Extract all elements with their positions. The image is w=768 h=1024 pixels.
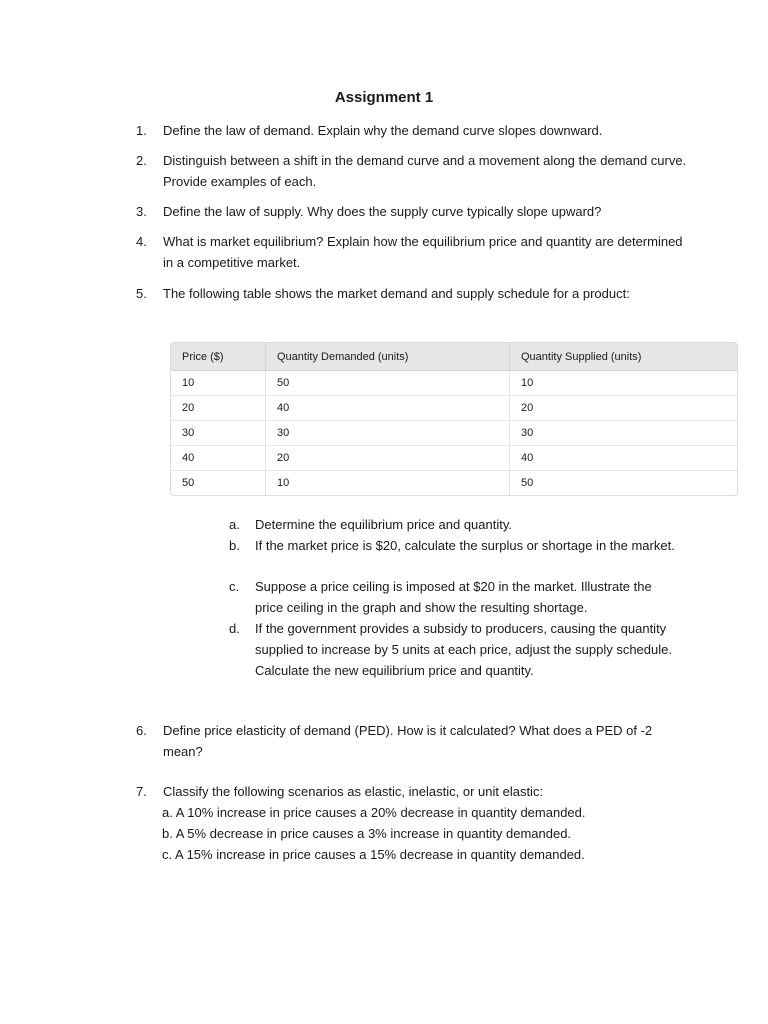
- q5-part-a: [229, 514, 679, 535]
- q7-part-a: a. A 10% increase in price causes a 20% decrease in quantity demanded.: [162, 805, 586, 820]
- question-text: The following table shows the market demand and supply schedule for a product:: [163, 286, 630, 301]
- table-cell: 50: [171, 471, 266, 496]
- table-cell: 10: [266, 471, 510, 496]
- page-title: Assignment 1: [334, 89, 434, 106]
- question-text: Classify the following scenarios as elastic, inelastic, or unit elastic:: [163, 784, 544, 799]
- question-number: 7.: [136, 784, 147, 799]
- column-header-quantity-demanded: Quantity Demanded (units): [266, 343, 510, 371]
- question-text: Define price elasticity of demand (PED). How is it calculated? What does a PED of -2 mean?: [163, 723, 653, 759]
- question-number: 4.: [136, 234, 147, 249]
- part-label: d.: [229, 621, 240, 636]
- q5-part-b: [229, 535, 679, 556]
- question-7: [136, 781, 696, 802]
- table-row: [171, 471, 737, 496]
- q7-part-b: b. A 5% decrease in price causes a 3% increase in quantity demanded.: [162, 826, 572, 841]
- q5-part-d: [229, 618, 679, 681]
- table-cell: 30: [266, 421, 510, 446]
- schedule-table: [171, 343, 737, 495]
- part-text: If the market price is $20, calculate the surplus or shortage in the market.: [255, 538, 675, 553]
- table-cell: 50: [266, 371, 510, 396]
- table-cell: 40: [171, 446, 266, 471]
- table-row: [171, 396, 737, 421]
- table-row: [171, 371, 737, 396]
- table-cell: 10: [510, 371, 738, 396]
- part-label: a.: [229, 517, 240, 532]
- supply-demand-table: [170, 342, 738, 496]
- part-text: If the government provides a subsidy to producers, causing the quantity supplied to increase by 5 units at each price, adjust the supply schedule. Calculate the new equilibrium price and quantity.: [255, 621, 672, 678]
- table-cell: 30: [171, 421, 266, 446]
- q7-part-c: c. A 15% increase in price causes a 15% decrease in quantity demanded.: [162, 847, 585, 862]
- question-2: [136, 150, 696, 192]
- table-row: [171, 421, 737, 446]
- question-1: [136, 120, 696, 141]
- question-text: Define the law of supply. Why does the supply curve typically slope upward?: [163, 204, 602, 219]
- part-text: Suppose a price ceiling is imposed at $20 in the market. Illustrate the price ceiling in the graph and show the resulting shortage.: [255, 579, 652, 615]
- table-cell: 50: [521, 477, 534, 489]
- question-6: [136, 720, 681, 762]
- table-header-row: [171, 343, 737, 371]
- q5-part-c: [229, 576, 679, 618]
- question-5: [136, 283, 696, 304]
- table-cell: 30: [510, 421, 738, 446]
- question-text: Distinguish between a shift in the demand curve and a movement along the demand curve. Provide examples of each.: [163, 153, 687, 189]
- question-number: 1.: [136, 123, 147, 138]
- question-number: 3.: [136, 204, 147, 219]
- question-text: Define the law of demand. Explain why the demand curve slopes downward.: [163, 123, 603, 138]
- column-header-price: Price ($): [171, 343, 266, 371]
- part-label: b.: [229, 538, 240, 553]
- table-cell: 20: [171, 396, 266, 421]
- part-label: c.: [229, 579, 240, 594]
- question-number: 5.: [136, 286, 147, 301]
- table-cell: 20: [510, 396, 738, 421]
- table-cell: 40: [510, 446, 738, 471]
- part-text: Determine the equilibrium price and quantity.: [255, 517, 513, 532]
- column-header-quantity-supplied: Quantity Supplied (units): [510, 343, 738, 371]
- question-3: [136, 201, 696, 222]
- question-number: 6.: [136, 723, 147, 738]
- table-cell: 20: [266, 446, 510, 471]
- question-number: 2.: [136, 153, 147, 168]
- table-cell: 40: [266, 396, 510, 421]
- table-cell: 10: [171, 371, 266, 396]
- question-4: [136, 231, 696, 273]
- table-row: [171, 446, 737, 471]
- question-text: What is market equilibrium? Explain how the equilibrium price and quantity are determined in a competitive market.: [163, 234, 683, 270]
